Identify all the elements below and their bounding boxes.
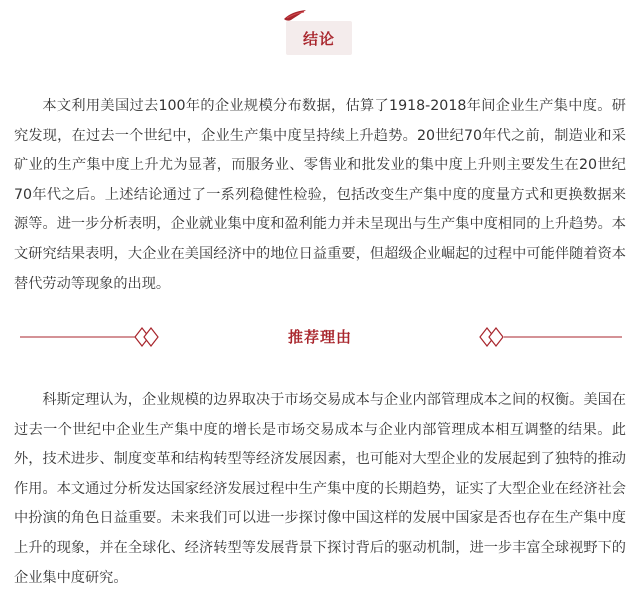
recommendation-paragraph: 科斯定理认为，企业规模的边界取决于市场交易成本与企业内部管理成本之间的权衡。美国在过去一个世纪中企业生产集中度的增长是市场交易成本与企业内部管理成本相互调整的结果。此外，技术进步、制度变革和结构转型等经济发展因素，也可能对大型企业的发展起到了独特的推动作用。本文通过分析发达国家经济发展过程中生产集中度的长期趋势，证实了大型企业在经济社会中扮演的角色日益重要。未来我们可以进一步探讨像中国这样的发展中国家是否也存在生产集中度上升的现象，并在全球化、经济转型等发展背景下探讨背后的驱动机制，进一步丰富全球视野下的企业集中度研究。 — [14, 392, 626, 586]
recommendation-divider — [0, 322, 640, 352]
conclusion-header — [0, 0, 640, 64]
conclusion-tag — [286, 21, 352, 55]
conclusion-title: 结论 — [302, 29, 335, 48]
recommendation-title: 推荐理由 — [287, 328, 352, 346]
brush-stroke-icon — [282, 8, 308, 22]
conclusion-paragraph: 本文利用美国过去100年的企业规模分布数据，估算了1918-2018年间企业生产集中度。研究发现，在过去一个世纪中，企业生产集中度呈持续上升趋势。20世纪70年代之前，制造业和采矿业的生产集中度上升尤为显著，而服务业、零售业和批发业的集中度上升则主要发生在20世纪70年代之后。上述结论通过了一系列稳健性检验，包括改变生产集中度的度量方式和更换数据来源等。进一步分析表明，企业就业集中度和盈利能力并未呈现出与生产集中度相同的上升趋势。本文研究结果表明，大企业在美国经济中的地位日益重要，但超级企业崛起的过程中可能伴随着资本替代劳动等现象的出现。 — [14, 98, 626, 292]
